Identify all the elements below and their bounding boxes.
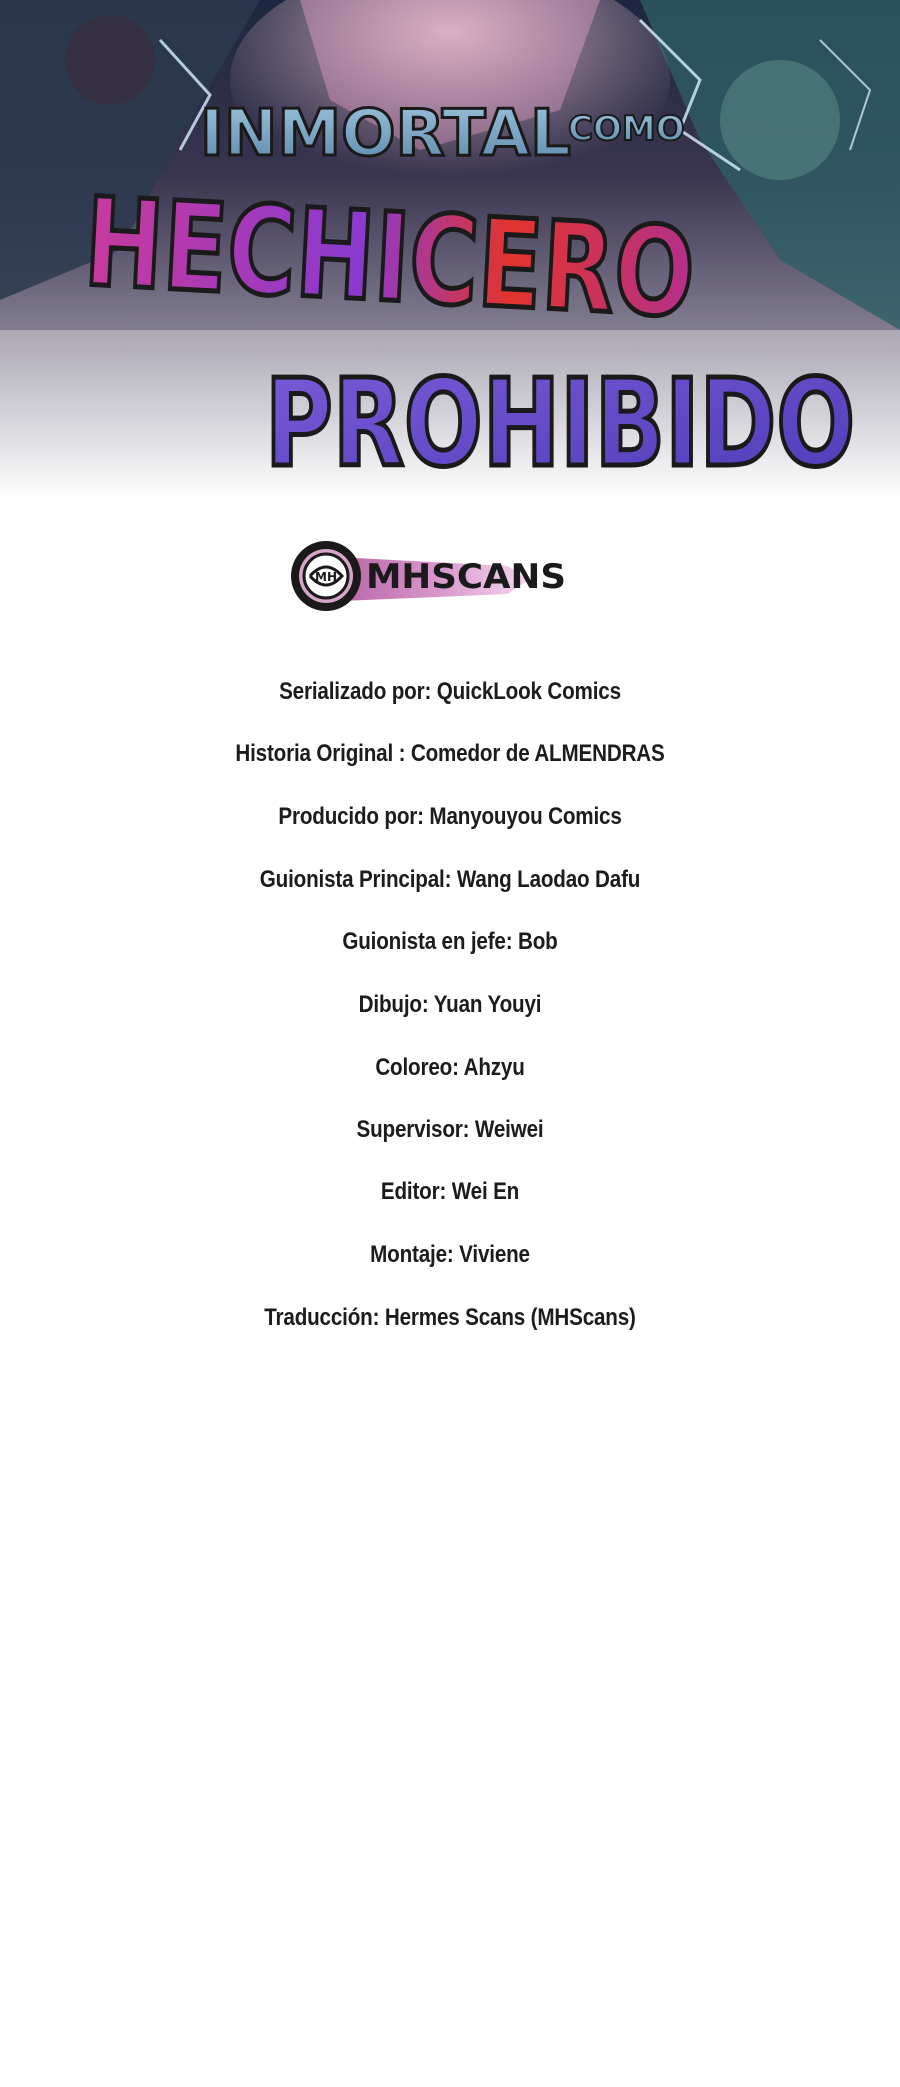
credit-chief-writer: Guionista en jefe: Bob [342, 928, 558, 955]
logo-monogram: MH [315, 570, 337, 584]
credit-original-story: Historia Original : Comedor de ALMENDRAS [235, 740, 665, 767]
logo-name: MHSCANS [366, 557, 566, 597]
credit-translation: Traducción: Hermes Scans (MHScans) [264, 1304, 636, 1331]
credit-main-writer: Guionista Principal: Wang Laodao Dafu [259, 866, 641, 893]
title-line-2: HECHICERO [81, 171, 881, 355]
credit-drawing: Dibujo: Yuan Youyi [358, 991, 542, 1018]
cover-art [0, 0, 900, 500]
mhscans-logo [288, 536, 588, 616]
credit-supervisor: Supervisor: Weiwei [356, 1116, 544, 1143]
cover-banner [0, 0, 900, 500]
credit-serialized: Serializado por: QuickLook Comics [279, 678, 621, 705]
title-line-1: INMORTAL [200, 97, 571, 171]
credit-assembly: Montaje: Viviene [370, 1241, 530, 1268]
credit-coloring: Coloreo: Ahzyu [375, 1054, 525, 1081]
credit-editor: Editor: Wei En [380, 1178, 520, 1205]
credit-producer: Producido por: Manyouyou Comics [278, 803, 622, 830]
title-line-3: PROHIBIDO [265, 355, 855, 494]
title-small: COMO [568, 109, 685, 149]
